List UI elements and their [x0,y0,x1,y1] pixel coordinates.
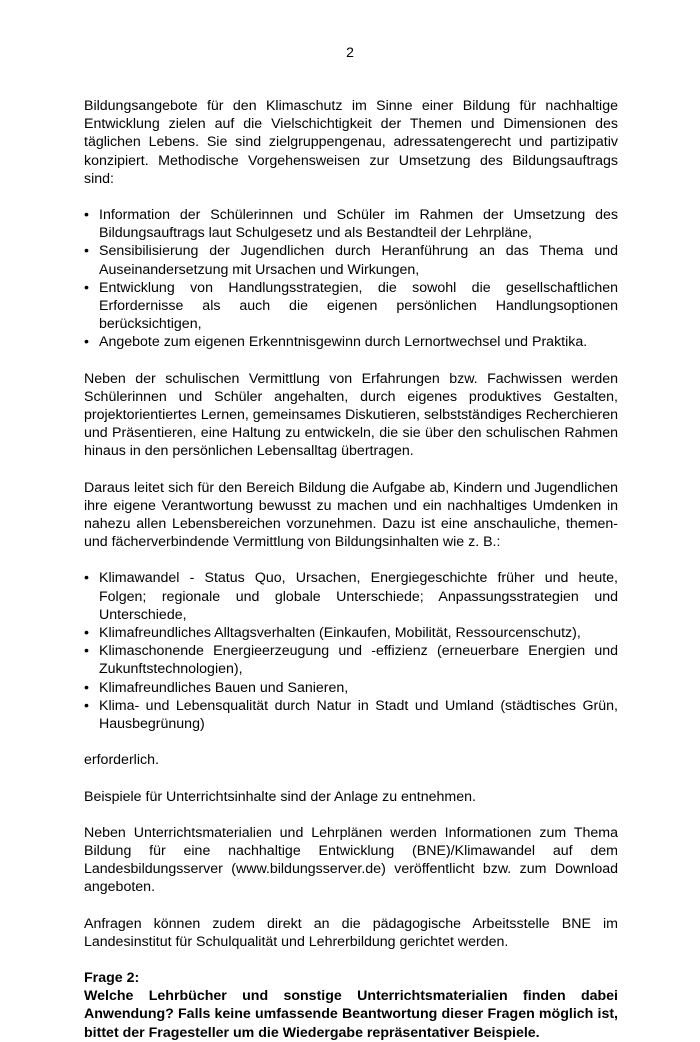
list-item: • Klimawandel - Status Quo, Ursachen, Energiegeschichte früher und heute, Folgen; regionale und globale Unterschiede; Anpassungsstrategien und Unterschiede, [84,570,618,623]
inquiries-paragraph: Anfragen können zudem direkt an die pädagogische Arbeitsstelle BNE im Landesinstitut für Schulqualität und Lehrerbildung gerichtet werden. [84,915,618,950]
bullet-icon: • [84,334,89,351]
teaching-paragraph: Neben der schulischen Vermittlung von Erfahrungen bzw. Fachwissen werden Schülerinnen und Schüler angehalten, durch eigenes produktives Gestalten, projektorientiertes Lernen, gemeinsames Diskutieren, selbstständiges Recherchieren und Präsentieren, eine Haltung zu entwickeln, die sie über den schulischen Rahmen hinaus in den persönlichen Lebensalltag übertragen. [84,370,618,460]
bullet-icon: • [84,643,89,660]
list-item: • Angebote zum eigenen Erkenntnisgewinn durch Lernortwechsel und Praktika. [84,334,588,351]
list-item: • Entwicklung von Handlungsstrategien, die sowohl die gesellschaftlichen Erfordernisse als auch die eigenen persönlichen Handlungsoptionen berücksichtigen, [84,279,618,333]
required-paragraph: erforderlich. [84,752,159,769]
responsibility-paragraph: Daraus leitet sich für den Bereich Bildung die Aufgabe ab, Kindern und Jugendlichen ihre eigene Verantwortung bewusst zu machen und ein nachhaltiges Umdenken in nahezu allen Lebensbereichen vorzunehmen. Dazu ist eine anschauliche, themen- und fächerverbindende Vermittlung von Bildungsinhalten wie z. B.: [84,479,618,551]
bullet-icon: • [84,570,89,587]
method-list [84,206,618,352]
bullet-icon: • [84,679,89,696]
list-item: • Klima- und Lebensqualität durch Natur in Stadt und Umland (städtisches Grün, Hausbegrünung) [84,697,618,733]
document-body [84,97,618,1042]
list-item: • Klimafreundliches Alltagsverhalten (Einkaufen, Mobilität, Ressourcenschutz), [84,625,581,642]
bullet-icon: • [84,207,89,224]
question-text: Welche Lehrbücher und sonstige Unterrichtsmaterialien finden dabei Anwendung? Falls keine umfassende Beantwortung dieser Fragen möglich ist, bittet der Fragesteller um die Wiedergabe repräsentativer Beispiele. [84,988,618,1041]
bullet-icon: • [84,279,89,296]
topics-list [84,569,618,733]
materials-paragraph: Neben Unterrichtsmaterialien und Lehrplänen werden Informationen zum Thema Bildung für eine nachhaltige Entwicklung (BNE)/Klimawandel auf dem Landesbildungsserver (www.bildungsserver.de) veröffentlicht bzw. zum Download angeboten. [84,824,618,896]
list-item: • Information der Schülerinnen und Schüler im Rahmen der Umsetzung des Bildungsauftrags laut Schulgesetz und als Bestandteil der Lehrpläne, [84,207,618,242]
list-item: • Sensibilisierung der Jugendlichen durch Heranführung an das Thema und Auseinandersetzung mit Ursachen und Wirkungen, [84,243,618,278]
list-item: • Klimaschonende Energieerzeugung und -effizienz (erneuerbare Energien und Zukunftstechnologien), [84,643,618,678]
page-number: 2 [346,44,354,60]
intro-paragraph: Bildungsangebote für den Klimaschutz im Sinne einer Bildung für nachhaltige Entwicklung zielen auf die Vielschichtigkeit der Themen und Dimensionen des täglichen Lebens. Sie sind zielgruppengenau, adressatengerecht und partizipativ konzipiert. Methodische Vorgehensweisen zur Umsetzung des Bildungsauftrags sind: [84,98,618,187]
list-item: • Klimafreundliches Bauen und Sanieren, [84,679,349,696]
bullet-icon: • [84,697,89,714]
bullet-icon: • [84,625,89,642]
question-heading: Frage 2: [84,969,140,986]
bullet-icon: • [84,243,89,260]
examples-paragraph: Beispiele für Unterrichtsinhalte sind der Anlage zu entnehmen. [84,788,476,805]
